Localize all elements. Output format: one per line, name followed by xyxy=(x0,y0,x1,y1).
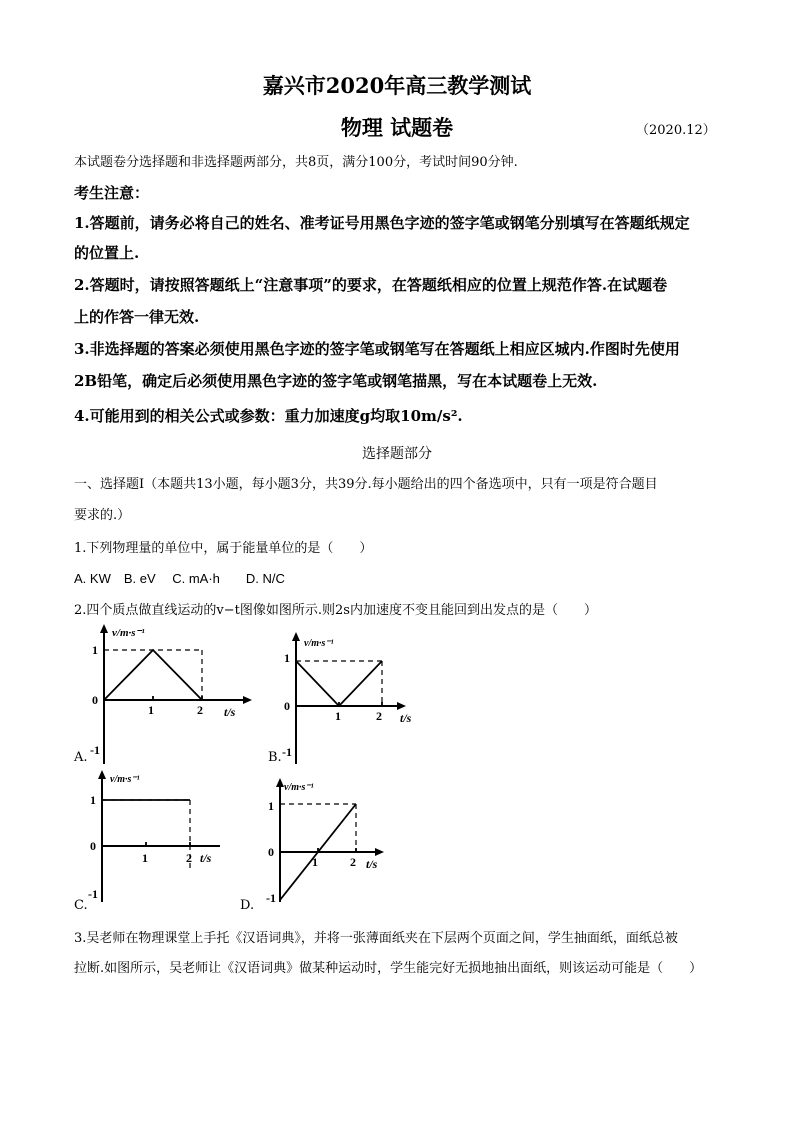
notice-item-1b: 的位置上. xyxy=(74,244,140,262)
graph-a-y-arrow xyxy=(100,624,108,633)
graph-b-series xyxy=(296,661,382,706)
question-2-stem: 2.四个质点做直线运动的v−t图像如图所示.则2s内加速度不变且能回到出发点的是（ ） xyxy=(74,603,597,618)
graph-b-tick-0: 0 xyxy=(284,699,290,713)
graph-a-xlabel: t/s xyxy=(224,705,236,719)
graph-b-tick-1: 1 xyxy=(284,651,290,665)
graph-c xyxy=(70,768,250,908)
exam-title: 嘉兴市2020年高三教学测试 xyxy=(262,73,532,98)
graph-c-tick-neg1: -1 xyxy=(88,887,98,901)
graph-c-tick-0: 0 xyxy=(90,839,96,853)
part1-instructions-a: 一、选择题Ⅰ（本题共13小题，每小题3分，共39分.每小题给出的四个备选项中，只有一项是符合题目 xyxy=(74,477,658,492)
question-1-stem: 1.下列物理量的单位中，属于能量单位的是（ ） xyxy=(74,541,373,556)
graph-d-tick-x1: 1 xyxy=(312,855,318,869)
graph-b-label: B. xyxy=(268,750,282,765)
graph-a-tick-1: 1 xyxy=(92,643,98,657)
intro-text: 本试题卷分选择题和非选择题两部分，共8页，满分100分，考试时间90分钟. xyxy=(74,155,518,170)
graph-a-label: A. xyxy=(74,750,88,765)
graph-b-x-arrow xyxy=(397,702,406,710)
graph-d xyxy=(254,776,404,906)
question-3-line-2: 拉断.如图所示，吴老师让《汉语词典》做某种运动时，学生能完好无损地抽出面纸，则该运动可能是（ ） xyxy=(74,961,703,976)
notice-item-1a: 1.答题前，请务必将自己的姓名、准考证号用黑色字迹的签字笔或钢笔分别填写在答题纸规定 xyxy=(74,214,690,232)
graph-b-line xyxy=(296,661,382,706)
graph-a-series xyxy=(104,650,202,700)
graph-b-ylabel: v/m·s⁻¹ xyxy=(304,638,334,649)
graph-a-tick-neg1: -1 xyxy=(90,743,100,757)
notice-item-2b: 上的作答一律无效. xyxy=(74,308,200,326)
graph-b-y-arrow xyxy=(292,632,300,641)
graph-a-line xyxy=(104,650,202,700)
graph-c-tick-x1: 1 xyxy=(142,851,148,865)
graph-d-tick-0: 0 xyxy=(268,845,274,859)
graph-a-tick-x1: 1 xyxy=(148,703,154,717)
graph-a xyxy=(70,620,270,770)
graph-c-xlabel: t/s xyxy=(200,851,212,865)
graph-d-tick-x2: 2 xyxy=(350,855,356,869)
graph-a-tick-0: 0 xyxy=(92,693,98,707)
graph-b-tick-neg1: -1 xyxy=(282,745,292,759)
question-3-line-1: 3.吴老师在物理课堂上手托《汉语词典》，并将一张薄面纸夹在下层两个页面之间，学生抽面纸，面纸总被 xyxy=(74,931,678,946)
part1-instructions-b: 要求的.） xyxy=(74,508,131,523)
graph-d-label: D. xyxy=(240,898,255,913)
section-title: 选择题部分 xyxy=(362,446,432,462)
graph-d-y-arrow xyxy=(276,778,284,787)
graph-b-tick-x1: 1 xyxy=(335,709,341,723)
notice-item-4: 4.可能用到的相关公式或参数：重力加速度g均取10m/s². xyxy=(74,407,463,425)
graph-d-ylabel: v/m·s⁻¹ xyxy=(284,782,314,793)
notice-item-3a: 3.非选择题的答案必须使用黑色字迹的签字笔或钢笔写在答题纸上相应区城内.作图时先使用 xyxy=(74,340,680,358)
graph-d-xlabel: t/s xyxy=(366,857,378,871)
notice-item-2a: 2.答题时，请按照答题纸上“注意事项”的要求，在答题纸相应的位置上规范作答.在试题卷 xyxy=(74,276,668,294)
exam-date: （2020.12） xyxy=(636,123,716,138)
graph-c-tick-1: 1 xyxy=(90,793,96,807)
graph-b-xlabel: t/s xyxy=(400,711,412,725)
graph-c-ylabel: v/m·s⁻¹ xyxy=(110,774,140,785)
graph-d-tick-neg1: -1 xyxy=(266,891,276,905)
graph-c-label: C. xyxy=(74,898,88,913)
graph-a-x-arrow xyxy=(243,696,252,704)
graph-d-x-arrow xyxy=(375,848,384,856)
exam-subtitle: 物理 试题卷 xyxy=(340,115,454,140)
graph-a-ylabel: v/m·s⁻¹ xyxy=(112,627,145,639)
notice-item-3b: 2B铅笔，确定后必须使用黑色字迹的签字笔或钢笔描黑，写在本试题卷上无效. xyxy=(74,372,598,390)
graph-b-tick-x2: 2 xyxy=(376,709,382,723)
graph-b xyxy=(268,630,438,770)
graph-c-y-arrow xyxy=(98,770,106,779)
notice-heading: 考生注意： xyxy=(74,184,150,202)
question-1-options: A. KW B. eV C. mA·h D. N/C xyxy=(74,571,285,586)
graph-c-tick-x2: 2 xyxy=(186,851,192,865)
graph-a-tick-x2: 2 xyxy=(197,703,203,717)
graph-d-tick-1: 1 xyxy=(268,799,274,813)
